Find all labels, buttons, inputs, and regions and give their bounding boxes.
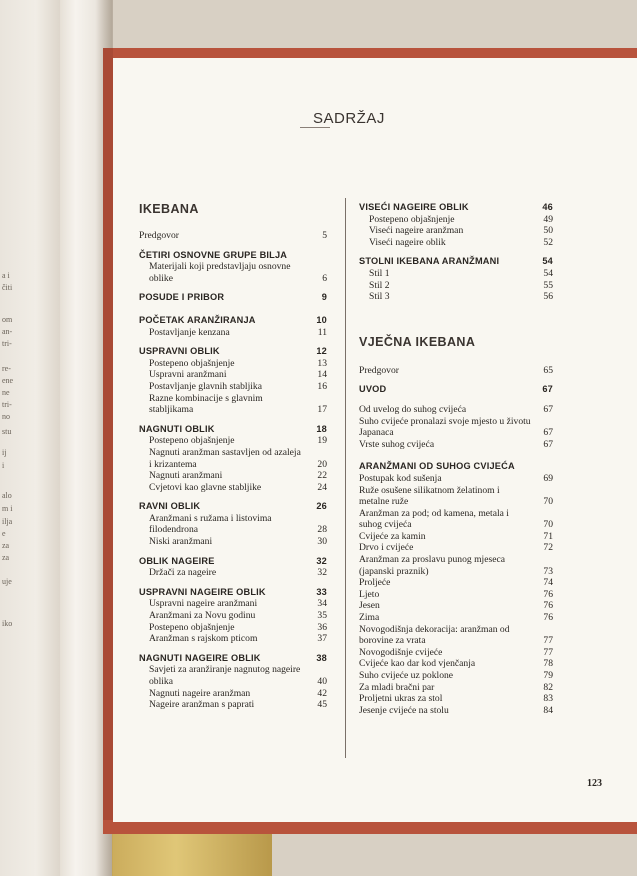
left-page-fragment: no — [2, 412, 10, 421]
left-page-fragment: an- — [2, 327, 13, 336]
toc-heading — [139, 501, 327, 513]
toc-entry-page: 36 — [317, 621, 327, 633]
toc-entry — [139, 536, 327, 548]
toc-entry-page: 14 — [317, 369, 327, 381]
toc-entry — [139, 470, 327, 482]
toc-entry-title: Postavljanje glavnih stabljika — [149, 380, 262, 392]
toc-entry-page: 70 — [543, 519, 553, 531]
left-page-fragment: re- — [2, 364, 11, 373]
toc-entry — [139, 688, 327, 700]
left-page — [0, 0, 60, 876]
toc-entry-page: 35 — [317, 610, 327, 622]
toc-entry-title: Postepeno objašnjenje — [149, 621, 235, 633]
toc-entry-title: Savjeti za aranžiranje nagnutog nageire oblika — [149, 664, 301, 687]
toc-heading — [139, 346, 327, 358]
toc-entry-page: 40 — [317, 676, 327, 687]
toc-heading-title: VISEĆI NAGEIRE OBLIK — [359, 202, 469, 212]
toc-entry-title: Viseći nageire oblik — [369, 236, 446, 248]
toc-entry-title: Aranžman za pod; od kamena, metala i suhog cvijeća — [359, 507, 509, 531]
toc-entry-title: Novogodišnja dekoracija: aranžman od borovine za vrata — [359, 623, 510, 647]
toc-heading-title: NAGNUTI NAGEIRE OBLIK — [139, 652, 261, 663]
toc-entry-title: Cvijeće kao dar kod vjenčanja — [359, 658, 476, 670]
toc-entry — [359, 554, 553, 577]
toc-entry — [359, 225, 553, 237]
toc-heading-title: RAVNI OBLIK — [139, 501, 201, 512]
toc-heading-title: POSUDE I PRIBOR — [139, 292, 225, 303]
toc-heading-page: 33 — [316, 586, 327, 597]
left-page-fragment: ilja — [2, 517, 13, 526]
toc-entry-title: Vrste suhog cvijeća — [359, 438, 435, 450]
toc-entry — [359, 600, 553, 612]
toc-entry — [139, 393, 327, 416]
toc-entry-title: Postupak kod sušenja — [359, 472, 442, 484]
toc-entry — [359, 439, 553, 451]
toc-entry-title: Aranžman s rajskom pticom — [149, 633, 258, 645]
toc-entry-page: 32 — [317, 567, 327, 579]
toc-entry-page: 13 — [317, 357, 327, 369]
toc-entry — [139, 358, 327, 370]
toc-entry — [359, 214, 553, 226]
toc-entry — [359, 624, 553, 647]
toc-entry-page: 54 — [543, 267, 553, 279]
toc-entry — [139, 664, 327, 687]
toc-entry-page: 30 — [317, 536, 327, 548]
toc-entry — [139, 381, 327, 393]
toc-entry — [359, 682, 553, 694]
toc-entry — [359, 508, 553, 531]
toc-heading — [139, 653, 327, 665]
left-page-fragment: alo — [2, 491, 12, 500]
toc-heading — [139, 587, 327, 599]
toc-entry-page: 76 — [543, 588, 553, 600]
toc-entry-title: Aranžman za proslavu punog mjeseca (japanski praznik) — [359, 554, 505, 577]
toc-entry-page: 5 — [322, 230, 327, 241]
cover-edge-bottom — [103, 820, 637, 834]
page-title: SADRŽAJ — [313, 110, 385, 127]
left-page-fragment: iko — [2, 619, 13, 628]
toc-entry-title: Nagnuti aranžman sastavljen od azaleja i krizantema — [149, 446, 301, 470]
toc-heading-page: 38 — [316, 652, 327, 663]
toc-entry-page: 77 — [543, 635, 553, 647]
toc-entry — [359, 473, 553, 485]
toc-entry-title: Nagnuti nageire aranžman — [149, 687, 251, 699]
toc-entry-title: Stil 2 — [369, 279, 390, 291]
toc-entry-title: Cvjetovi kao glavne stabljike — [149, 481, 262, 493]
toc-heading-page: 12 — [316, 346, 327, 357]
toc-heading-title: OBLIK NAGEIRE — [139, 555, 215, 566]
left-page-fragment: e — [2, 529, 6, 538]
toc-entry-page: 65 — [543, 364, 553, 376]
toc-entry-title: Nageire aranžman s paprati — [149, 699, 255, 711]
toc-entry-title: Cvijeće za kamin — [359, 530, 426, 542]
toc-entry-page: 77 — [543, 646, 553, 658]
toc-entry-title: Držači za nageire — [149, 567, 217, 579]
toc-entry-page: 83 — [543, 693, 553, 705]
toc-entry-title: Jesen — [359, 600, 380, 612]
toc-entry — [139, 598, 327, 610]
toc-entry-page: 70 — [543, 496, 553, 508]
toc-entry — [359, 365, 553, 377]
toc-heading — [359, 202, 553, 214]
toc-entry — [139, 482, 327, 494]
toc-entry-page: 71 — [543, 530, 553, 542]
toc-entry — [139, 622, 327, 634]
toc-entry-page: 78 — [543, 658, 553, 670]
left-page-fragment: čiti — [2, 283, 13, 292]
toc-entry-title: Proljetni ukras za stol — [359, 693, 443, 705]
toc-entry-title: Materijali koji predstavljaju osnovne oblike — [149, 261, 291, 284]
toc-entry — [359, 589, 553, 601]
bookmark-ribbon — [112, 834, 272, 876]
toc-entry — [139, 610, 327, 622]
toc-entry-page: 56 — [543, 291, 553, 303]
toc-entry — [359, 404, 553, 416]
toc-entry-page: 72 — [543, 542, 553, 554]
toc-entry-page: 24 — [317, 481, 327, 493]
section-title-ikebana: IKEBANA — [139, 202, 199, 216]
toc-entry-page: 55 — [543, 279, 553, 291]
left-page-fragment: uje — [2, 577, 12, 586]
toc-entry — [139, 633, 327, 645]
toc-entry — [139, 369, 327, 381]
toc-entry — [359, 612, 553, 624]
toc-entry-page: 37 — [317, 633, 327, 645]
toc-entry-title: Uspravni nageire aranžmani — [149, 598, 258, 610]
right-column — [359, 202, 553, 716]
toc-entry — [359, 280, 553, 292]
toc-entry — [359, 577, 553, 589]
toc-entry — [139, 435, 327, 447]
toc-heading-title: NAGNUTI OBLIK — [139, 423, 215, 434]
toc-entry-title: Suho cvijeće uz poklone — [359, 670, 454, 681]
toc-heading-page: 32 — [316, 555, 327, 566]
toc-entry-page: 16 — [317, 380, 327, 392]
toc-heading — [139, 424, 327, 436]
toc-entry — [139, 261, 327, 284]
toc-entry-title: Postavljanje kenzana — [149, 326, 230, 338]
toc-entry-page: 19 — [317, 435, 327, 447]
toc-entry-title: Postepeno objašnjenje — [369, 213, 455, 225]
toc-entry — [139, 513, 327, 536]
left-page-fragment: a i — [2, 271, 10, 280]
toc-entry-title: Uspravni aranžmani — [149, 369, 227, 381]
toc-entry — [359, 485, 553, 508]
toc-entry-title: Niski aranžmani — [149, 536, 213, 548]
toc-entry-page: 22 — [317, 470, 327, 482]
toc-heading-page: 67 — [542, 384, 553, 395]
left-page-fragment: za — [2, 553, 10, 562]
toc-entry-title: Zima — [359, 612, 380, 624]
toc-heading-title: POČETAK ARANŽIRANJA — [139, 314, 256, 325]
toc-heading-title: ČETIRI OSNOVNE GRUPE BILJA — [139, 249, 288, 260]
toc-entry-page: 67 — [543, 438, 553, 450]
toc-entry-page: 84 — [543, 704, 553, 716]
toc-heading-page: 9 — [321, 292, 327, 303]
toc-heading-page: 46 — [542, 202, 553, 212]
left-page-fragment: ene — [2, 376, 14, 385]
toc-entry-title: Od uvelog do suhog cvijeća — [359, 403, 467, 415]
left-page-fragment: za — [2, 541, 10, 550]
toc-heading-page: 54 — [542, 256, 553, 267]
toc-entry-title: Postepeno objašnjenje — [149, 357, 235, 369]
toc-heading-title: UVOD — [359, 384, 387, 395]
toc-entry-page: 69 — [543, 472, 553, 484]
toc-entry — [359, 670, 553, 682]
left-page-fragment: i — [2, 461, 5, 470]
toc-entry — [359, 268, 553, 280]
left-page-fragment: ij — [2, 448, 7, 457]
toc-heading-title: USPRAVNI NAGEIRE OBLIK — [139, 586, 266, 597]
toc-entry-title: Stil 1 — [369, 267, 390, 279]
toc-heading — [139, 315, 327, 327]
toc-entry — [359, 658, 553, 670]
toc-entry-page: 28 — [317, 524, 327, 536]
toc-entry — [359, 291, 553, 303]
toc-entry-title: Novogodišnje cvijeće — [359, 646, 443, 658]
toc-entry — [139, 230, 327, 242]
left-page-fragment: m i — [2, 504, 13, 513]
toc-entry — [139, 447, 327, 470]
toc-heading-page: 10 — [316, 314, 327, 325]
toc-entry-page: 74 — [543, 577, 553, 589]
cover-edge-side — [103, 48, 113, 834]
toc-entry — [359, 531, 553, 543]
left-page-fragment: om — [2, 315, 13, 324]
toc-heading-page: 26 — [316, 501, 327, 512]
toc-entry — [359, 693, 553, 705]
toc-entry-page: 76 — [543, 612, 553, 624]
toc-entry-title: Predgovor — [139, 230, 179, 241]
toc-entry-page: 49 — [543, 213, 553, 225]
toc-heading — [139, 250, 327, 262]
toc-entry — [359, 416, 553, 439]
toc-heading-title: USPRAVNI OBLIK — [139, 346, 220, 357]
toc-entry-page: 82 — [543, 681, 553, 693]
toc-heading — [359, 384, 553, 396]
toc-entry-title: Ruže osušene silikatnom želatinom i metalne ruže — [359, 484, 500, 508]
toc-entry-title: Aranžmani za Novu godinu — [149, 610, 256, 622]
toc-entry — [139, 327, 327, 339]
section-title-vjecna-ikebana: VJEČNA IKEBANA — [359, 334, 476, 349]
toc-entry-title: Postepeno objašnjenje — [149, 435, 235, 447]
toc-heading — [139, 556, 327, 568]
toc-entry-title: Aranžmani s ružama i listovima filodendrona — [149, 512, 272, 536]
toc-entry-title: Predgovor — [359, 364, 399, 376]
ikebana-column — [139, 202, 327, 711]
toc-entry-page: 76 — [543, 600, 553, 612]
toc-entry-title: Jesenje cvijeće na stolu — [359, 704, 449, 716]
left-page-fragment: ne — [2, 388, 10, 397]
toc-entry — [359, 647, 553, 659]
toc-entry-page: 52 — [543, 236, 553, 248]
toc-entry-title: Proljeće — [359, 577, 391, 589]
toc-entry-title: Ljeto — [359, 588, 380, 600]
toc-entry-page: 73 — [543, 565, 553, 577]
toc-entry-title: Za mladi bračni par — [359, 681, 435, 693]
toc-entry-page: 79 — [543, 670, 553, 681]
left-page-fragment: tri- — [2, 400, 12, 409]
toc-entry-title: Nagnuti aranžmani — [149, 470, 223, 482]
left-page-fragment: tri- — [2, 339, 12, 348]
title-underline — [300, 127, 330, 128]
toc-entry-title: Razne kombinacije s glavnim stabljikama — [149, 392, 263, 416]
toc-entry-title: Suho cvijeće pronalazi svoje mjesto u životu Japanaca — [359, 415, 531, 439]
toc-heading-title: STOLNI IKEBANA ARANŽMANI — [359, 256, 500, 267]
page-number: 123 — [587, 778, 602, 789]
toc-heading — [139, 292, 327, 304]
toc-entry-page: 34 — [317, 598, 327, 610]
toc-heading-title: ARANŽMANI OD SUHOG CVIJEĆA — [359, 461, 515, 472]
toc-entry-page: 67 — [543, 427, 553, 439]
contents-page — [113, 58, 637, 822]
toc-entry-page: 11 — [317, 326, 327, 338]
toc-entry-page: 50 — [543, 225, 553, 237]
toc-entry-title: Viseći nageire aranžman — [369, 225, 464, 237]
toc-entry-page: 6 — [322, 272, 327, 284]
toc-entry — [359, 237, 553, 249]
toc-entry-page: 45 — [317, 699, 327, 711]
toc-entry-page: 67 — [543, 403, 553, 415]
toc-heading — [359, 256, 553, 268]
toc-heading-page: 18 — [316, 423, 327, 434]
toc-entry-page: 42 — [317, 687, 327, 699]
toc-entry — [139, 567, 327, 579]
toc-heading — [359, 461, 553, 473]
toc-entry — [359, 705, 553, 717]
toc-entry-title: Drvo i cvijeće — [359, 542, 414, 554]
toc-entry-page: 17 — [317, 404, 327, 416]
toc-entry — [359, 542, 553, 554]
toc-entry — [139, 699, 327, 711]
column-divider — [345, 198, 346, 758]
left-page-fragment: stu — [2, 427, 12, 436]
toc-entry-title: Stil 3 — [369, 291, 390, 303]
toc-entry-page: 20 — [317, 458, 327, 470]
